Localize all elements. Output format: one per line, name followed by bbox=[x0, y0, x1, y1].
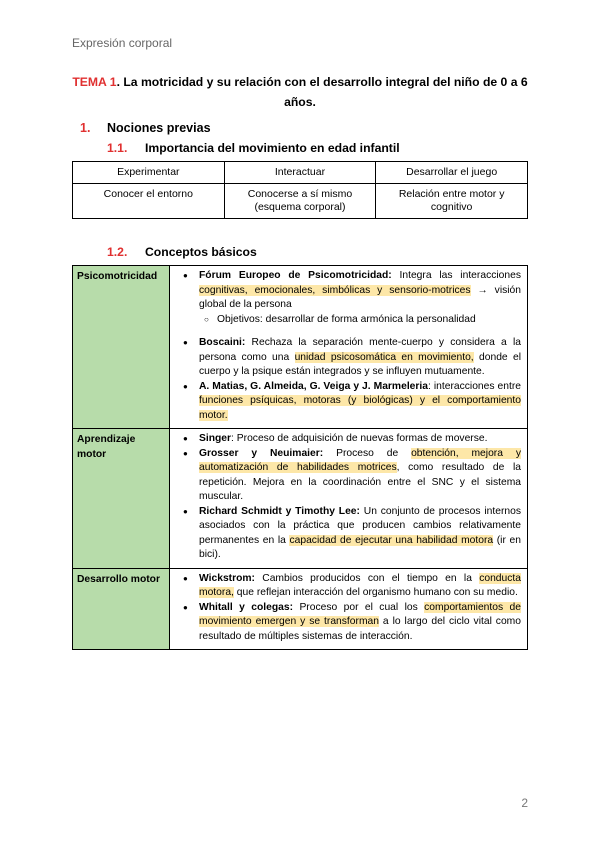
definition-text: : Proceso de adquisición de nuevas formas de moverse. bbox=[231, 433, 488, 444]
highlighted-text: funciones psíquicas, motoras (y biológicas) y el comportamiento motor. bbox=[199, 395, 521, 421]
definition-item bbox=[199, 432, 521, 447]
definition-item bbox=[199, 336, 521, 380]
definition-item bbox=[199, 572, 521, 601]
basic-concepts-table bbox=[72, 265, 528, 650]
definition-item bbox=[199, 505, 521, 563]
definition-text: (ir en bici). bbox=[199, 534, 521, 560]
definition-text: Integra las interacciones bbox=[391, 270, 521, 281]
definition-text: Proceso por el cual los bbox=[293, 601, 425, 613]
concept-row-aprendizaje-motor bbox=[73, 429, 528, 569]
concept-description bbox=[170, 429, 528, 569]
table-cell: Desarrollar el juego bbox=[376, 162, 528, 184]
definition-item bbox=[199, 269, 521, 327]
section-heading-1 bbox=[80, 121, 211, 135]
concept-row-psicomotricidad bbox=[73, 266, 528, 429]
table-row bbox=[73, 162, 528, 184]
author-name: Wickstrom: bbox=[199, 572, 255, 584]
author-name: Grosser y Neuimaier: bbox=[199, 447, 324, 459]
concept-term: Desarrollo motor bbox=[73, 568, 170, 650]
subsection-title: Importancia del movimiento en edad infantil bbox=[145, 141, 400, 155]
author-name: Whitall y colegas: bbox=[199, 601, 294, 613]
definition-text: , como resultado de la repetición. Mejora en la coordinación entre el SNC y el sistema muscular. bbox=[199, 462, 521, 502]
author-name: Fórum Europeo de Psicomotricidad: bbox=[199, 270, 392, 281]
highlighted-text: obtención, mejora y automatización de habilidades motrices bbox=[199, 447, 521, 473]
title-prefix: TEMA 1 bbox=[72, 75, 117, 89]
definition-text: Un conjunto de procesos internos asociados con la práctica que producen cambios relativamente permanentes en la bbox=[199, 505, 521, 546]
table-cell: Relación entre motor y cognitivo bbox=[376, 184, 528, 219]
table-cell: Interactuar bbox=[224, 162, 376, 184]
document-title bbox=[72, 72, 528, 112]
sub-item: ○ Objetivos: desarrollar de forma armónica la personalidad bbox=[217, 313, 521, 328]
author-name: Boscaini: bbox=[199, 337, 246, 348]
highlighted-text: unidad psicosomática en movimiento, bbox=[294, 351, 474, 363]
subsection-number: 1.1. bbox=[107, 141, 128, 155]
definition-item bbox=[199, 380, 521, 424]
concept-description bbox=[170, 568, 528, 650]
table-cell: Conocerse a sí mismo (esquema corporal) bbox=[224, 184, 376, 219]
concept-description bbox=[170, 266, 528, 429]
concept-term: Psicomotricidad bbox=[73, 266, 170, 429]
table-row bbox=[73, 184, 528, 219]
table-cell: Conocer el entorno bbox=[73, 184, 225, 219]
highlighted-text: capacidad de ejecutar una habilidad motora bbox=[289, 534, 494, 546]
section-number: 1. bbox=[80, 121, 91, 135]
highlighted-text: cognitivas, emocionales, simbólicas y sensorio-motrices bbox=[199, 284, 471, 296]
table-cell: Experimentar bbox=[73, 162, 225, 184]
author-name: Richard Schmidt y Timothy Lee: bbox=[199, 505, 360, 517]
subsection-heading-1-1 bbox=[107, 141, 400, 155]
movement-importance-table bbox=[72, 161, 528, 219]
definition-text: Proceso de bbox=[323, 447, 412, 459]
highlighted-text: conducta motora, bbox=[199, 572, 521, 598]
author-name: Singer bbox=[199, 433, 232, 444]
title-line-1: . La motricidad y su relación con el desarrollo integral del niño de 0 a 6 bbox=[116, 75, 528, 89]
subsection-heading-1-2 bbox=[107, 245, 257, 259]
title-line-2: años. bbox=[284, 95, 316, 109]
section-title: Nociones previas bbox=[107, 121, 211, 135]
definition-text: a lo largo del ciclo vital como resultado de múltiples sistemas de interacción. bbox=[199, 616, 521, 642]
definition-text: donde el cuerpo y la psique están integrados y se influyen mutuamente. bbox=[199, 351, 521, 377]
running-header: Expresión corporal bbox=[72, 36, 173, 50]
definition-text: Rechaza la separación mente-cuerpo y considera a la persona como una bbox=[199, 337, 521, 363]
page-number: 2 bbox=[521, 796, 528, 810]
definition-text: → visión global de la persona bbox=[199, 284, 521, 310]
subsection-number: 1.2. bbox=[107, 245, 128, 259]
author-name: A. Matias, G. Almeida, G. Veiga y J. Marmeleria bbox=[199, 380, 428, 392]
concept-row-desarrollo-motor bbox=[73, 568, 528, 650]
definition-text: : interacciones entre bbox=[428, 380, 521, 392]
definition-item bbox=[199, 601, 521, 645]
concept-term: Aprendizaje motor bbox=[73, 429, 170, 569]
highlighted-text: comportamientos de movimiento emergen y se transforman bbox=[199, 601, 521, 627]
definition-text: que reflejan interacción del organismo humano con su medio. bbox=[233, 587, 518, 598]
definition-text: Cambios producidos con el tiempo en la bbox=[254, 572, 480, 584]
definition-item bbox=[199, 447, 521, 505]
subsection-title: Conceptos básicos bbox=[145, 245, 257, 259]
